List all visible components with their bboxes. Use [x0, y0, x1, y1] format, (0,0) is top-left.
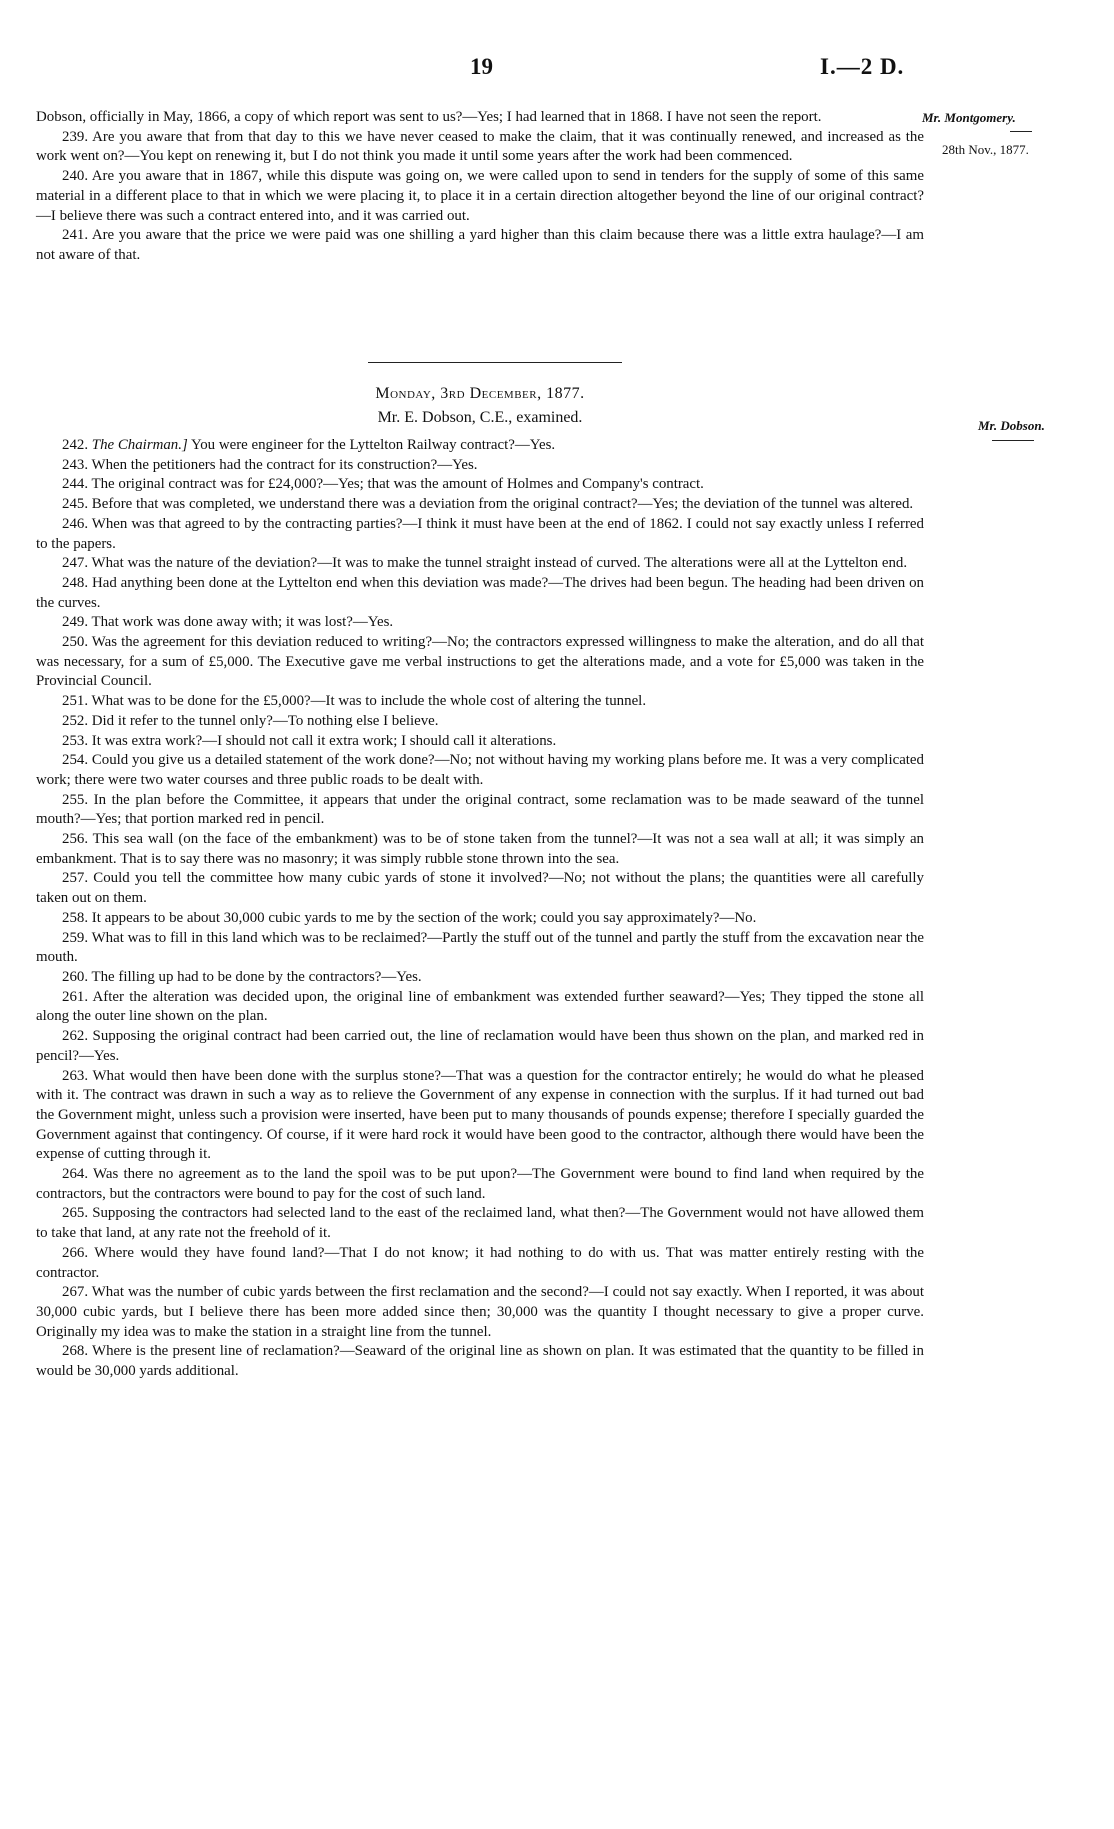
- question-266: 266. Where would they have found land?—That I do not know; it had nothing to do with us. That was matter entirely resting with the contractor.: [36, 1244, 924, 1281]
- sidenote-witness-montgomery: Mr. Montgomery.: [922, 110, 1016, 125]
- question-255: 255. In the plan before the Committee, it appears that under the original contract, some reclamation was to be made seaward of the tunnel mouth?—Yes; that portion marked red in pencil.: [36, 791, 924, 828]
- question-260: 260. The filling up had to be done by the contractors?—Yes.: [62, 968, 422, 985]
- question-263: 263. What would then have been done with the surplus stone?—That was a question for the contractor entirely; he would do what he pleased with it. The contract was drawn in such a way as to relieve the Government of any expense in connection with the surplus. If it had turned out bad the Government might, unless such a provision were inserted, have been put to many thousands of pounds expense; therefore I specially guarded the Government against that contingency. Of course, if it were hard rock it would have been good to the contractor, although there would have been the expense of cutting through it.: [36, 1067, 924, 1163]
- question-248: 248. Had anything been done at the Lyttelton end when this deviation was made?—The drives had been begun. The heading had been driven on the curves.: [36, 574, 924, 611]
- question-264: 264. Was there no agreement as to the land the spoil was to be put upon?—The Government were bound to find land when required by the contractors, but the contractors were bound to pay for the cost of such land.: [36, 1166, 924, 1202]
- question-249: 249. That work was done away with; it was lost?—Yes.: [62, 614, 394, 631]
- transcript-block-2: [36, 436, 924, 1382]
- question-267: 267. What was the number of cubic yards between the first reclamation and the second?—I could not say exactly. When I reported, it was about 30,000 cubic yards, but I believe there has been more added since then; 30,000 was the quantity I thought necessary to give a proper curve. Originally my idea was to make the station in a straight line from the tunnel.: [36, 1284, 924, 1340]
- question-251: 251. What was to be done for the £5,000?—It was to include the whole cost of altering the tunnel.: [62, 693, 647, 710]
- question-246: 246. When was that agreed to by the contracting parties?—I think it must have been at the end of 1862. I could not say exactly unless I referred to the papers.: [36, 515, 924, 552]
- section-divider: [368, 362, 622, 363]
- sidenote-date: 28th Nov., 1877.: [942, 142, 1029, 157]
- question-254: 254. Could you give us a detailed statement of the work done?—No; not without having my working plans before me. It was a very complicated work; there were two water courses and three public roads to be dealt with.: [36, 752, 924, 788]
- question-239: 239. Are you aware that from that day to this we have never ceased to make the claim, that it was continually renewed, and increased as the work went on?—You kept on renewing it, but I do not think you made it until some years after the work had been commenced.: [36, 128, 924, 165]
- question-240: 240. Are you aware that in 1867, while this dispute was going on, we were called upon to send in tenders for the supply of some of this same material in a different place to that in which we were placing it, to place it in a certain direction altogether beyond the line of our original contract?—I believe there was such a contract entered into, and it was carried out.: [36, 168, 924, 224]
- question-265: 265. Supposing the contractors had selected land to the east of the reclaimed land, what then?—The Government would not have allowed them to take that land, at any rate not the freehold of it.: [36, 1205, 924, 1242]
- question-253: 253. It was extra work?—I should not call it extra work; I should call it alterations.: [62, 732, 557, 749]
- document-reference: I.—2 D.: [820, 54, 905, 79]
- speaker-chairman: The Chairman.]: [91, 437, 188, 453]
- paragraph-continuation: Dobson, officially in May, 1866, a copy of which report was sent to us?—Yes; I had learned that in 1868. I have not seen the report.: [36, 109, 822, 125]
- question-268: 268. Where is the present line of reclamation?—Seaward of the original line as shown on plan. It was estimated that the quantity to be filled in would be 30,000 yards additional.: [36, 1343, 924, 1380]
- question-256: 256. This sea wall (on the face of the embankment) was to be of stone taken from the tunnel?—It was not a sea wall at all; it was simply an embankment. That is to say there was no masonry; it was simply rubble stone thrown into the sea.: [36, 831, 924, 867]
- question-262: 262. Supposing the original contract had been carried out, the line of reclamation would have been thus shown on the plan, and marked red in pencil?—Yes.: [36, 1028, 924, 1064]
- section-date: Monday, 3rd December, 1877.: [375, 385, 585, 402]
- question-250: 250. Was the agreement for this deviation reduced to writing?—No; the contractors expressed willingness to make the alteration, and do all that was necessary, for a sum of £5,000. The Executive gave me verbal instructions to get the alterations made, and a vote for £5,000 was taken in the Provincial Council.: [36, 634, 924, 690]
- question-241: 241. Are you aware that the price we were paid was one shilling a yard higher than this claim because there was a little extra haulage?—I am not aware of that.: [36, 227, 924, 263]
- sidenote-dash-2: [992, 440, 1034, 441]
- question-244: 244. The original contract was for £24,000?—Yes; that was the amount of Holmes and Company's contract.: [62, 476, 704, 493]
- question-247: 247. What was the nature of the deviation?—It was to make the tunnel straight instead of curved. The alterations were all at the Lyttelton end.: [62, 555, 908, 572]
- sidenote-witness-dobson: Mr. Dobson.: [978, 418, 1045, 433]
- question-261: 261. After the alteration was decided upon, the original line of embankment was extended further seaward?—Yes; They tipped the stone all along the outer line shown on the plan.: [36, 988, 924, 1025]
- witness-examined: Mr. E. Dobson, C.E., examined.: [377, 409, 583, 426]
- question-257: 257. Could you tell the committee how many cubic yards of stone it involved?—No; not without the plans; the quantities were all carefully taken out on them.: [36, 870, 924, 907]
- transcript-block-1: [36, 108, 924, 266]
- sidenote-dash: [1010, 131, 1032, 132]
- question-258: 258. It appears to be about 30,000 cubic yards to me by the section of the work; could you say approximately?—No.: [62, 909, 757, 926]
- page-number: 19: [470, 54, 493, 79]
- question-252: 252. Did it refer to the tunnel only?—To nothing else I believe.: [62, 712, 439, 729]
- question-245: 245. Before that was completed, we understand there was a deviation from the original contract?—Yes; the deviation of the tunnel was altered.: [62, 496, 914, 513]
- question-243: 243. When the petitioners had the contract for its construction?—Yes.: [62, 456, 478, 473]
- question-259: 259. What was to fill in this land which was to be reclaimed?—Partly the stuff out of the tunnel and partly the stuff from the excavation near the mouth.: [36, 929, 924, 966]
- question-242: 242. The Chairman.] You were engineer for the Lyttelton Railway contract?—Yes.: [62, 437, 556, 453]
